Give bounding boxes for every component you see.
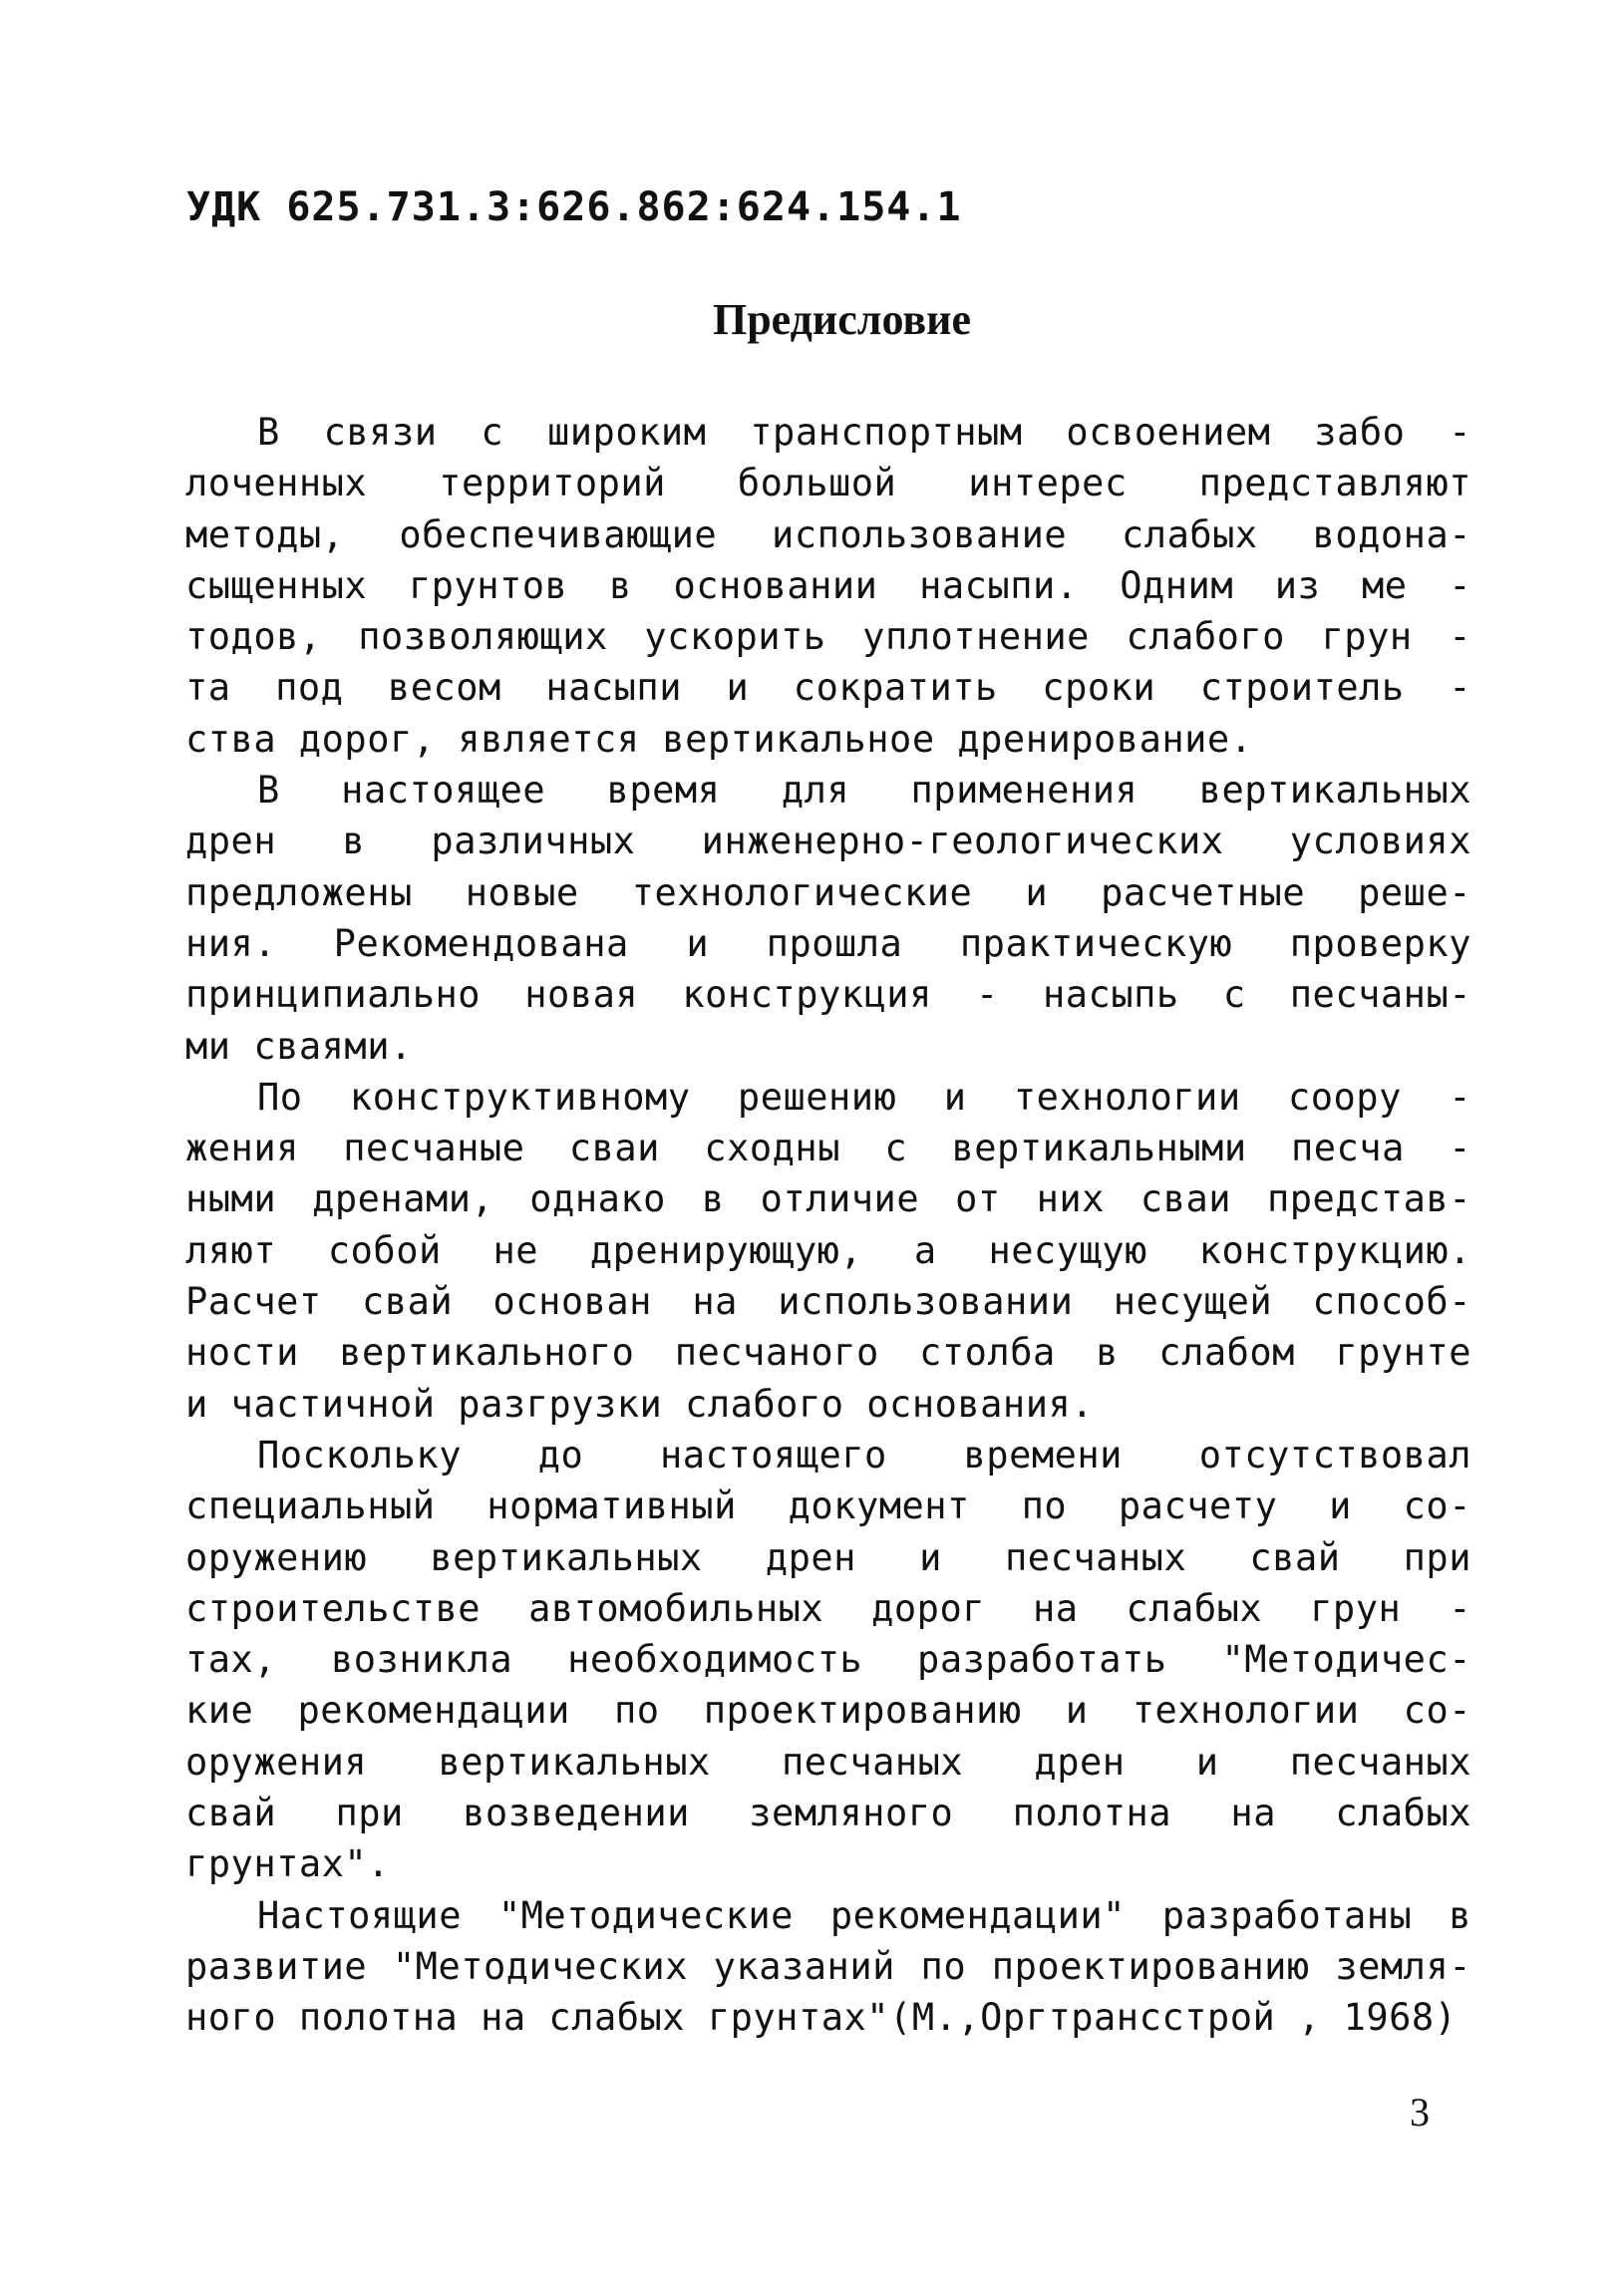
udk-code: УДК 625.731.3:626.862:624.154.1: [186, 184, 962, 230]
preface-body: [185, 407, 1471, 2044]
text-line: дрен в различных инженерно-геологических условиях: [185, 820, 1471, 863]
text-line: В связи с широким транспортным освоением забо -: [257, 411, 1471, 454]
text-line: специальный нормативный документ по расчету и со-: [185, 1484, 1471, 1528]
text-line: оружению вертикальных дрен и песчаных свай при: [185, 1535, 1471, 1579]
text-line: сыщенных грунтов в основании насыпи. Одним из ме -: [185, 563, 1471, 607]
text-line: та под весом насыпи и сократить сроки строитель -: [185, 666, 1471, 710]
text-line: тах, возникла необходимость разработать "Методичес-: [185, 1638, 1471, 1682]
text-line: ного полотна на слабых грунтах"(М.,Оргтрансстрой , 1968): [185, 1996, 1458, 2040]
text-line: грунтах".: [185, 1842, 390, 1886]
text-line: ными дренами, однако в отличие от них сваи представ-: [185, 1177, 1471, 1221]
text-line: В настоящее время для применения вертикальных: [257, 769, 1471, 813]
text-line: и частичной разгрузки слабого основания.: [185, 1382, 1095, 1426]
text-line: жения песчаные сваи сходны с вертикальными песча -: [185, 1127, 1471, 1170]
text-line: ния. Рекомендована и прошла практическую проверку: [185, 921, 1471, 965]
text-line: тодов, позволяющих ускорить уплотнение слабого грун -: [185, 615, 1471, 659]
text-line: свай при возведении земляного полотна на слабых: [185, 1792, 1471, 1835]
text-line: предложены новые технологические и расчетные реше-: [185, 870, 1471, 914]
text-line: принципиально новая конструкция - насыпь с песчаны-: [185, 973, 1471, 1017]
text-line: методы, обеспечивающие использование слабых водона-: [185, 512, 1471, 556]
text-line: Настоящие "Методические рекомендации" разработаны в: [257, 1893, 1471, 1937]
text-line: Поскольку до настоящего времени отсутствовал: [257, 1433, 1471, 1476]
text-line: оружения вертикальных песчаных дрен и песчаных: [185, 1740, 1471, 1784]
text-line: ства дорог, является вертикальное дренирование.: [185, 717, 1253, 761]
text-line: ляют собой не дренирующую, а несущую конструкцию.: [185, 1228, 1471, 1272]
page-number: 3: [1410, 2090, 1430, 2134]
text-line: развитие "Методических указаний по проектированию земля-: [185, 1944, 1471, 1988]
text-line: Расчет свай основан на использовании несущей способ-: [185, 1280, 1471, 1324]
text-line: кие рекомендации по проектированию и технологии со-: [185, 1689, 1471, 1733]
page-title: Предисловие: [712, 295, 971, 344]
text-line: ности вертикального песчаного столба в слабом грунте: [185, 1331, 1471, 1375]
text-line: По конструктивному решению и технологии соору -: [257, 1075, 1471, 1119]
text-line: ми сваями.: [185, 1024, 413, 1068]
text-line: лоченных территорий большой интерес представляют: [185, 462, 1471, 505]
text-line: строительстве автомобильных дорог на слабых грун -: [185, 1586, 1471, 1630]
